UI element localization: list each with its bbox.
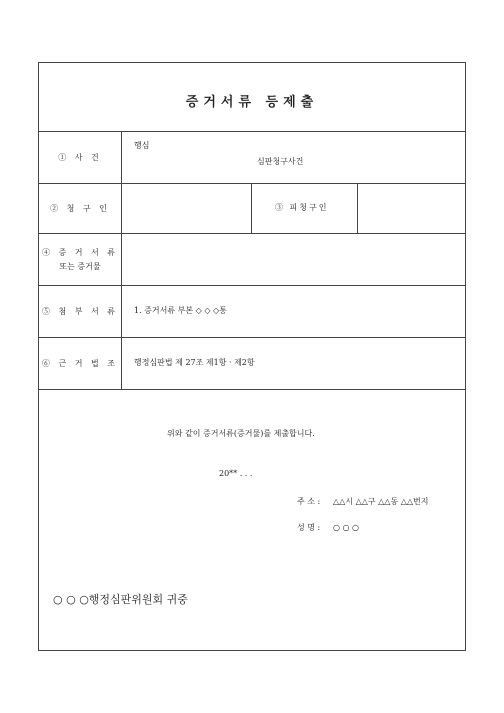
form-title: 증거서류 등제출	[185, 95, 319, 110]
respondent-label: ③ 피청구인	[275, 203, 329, 212]
case-label: ① 사 건	[58, 153, 102, 162]
divider	[39, 233, 465, 234]
case-prefix: 행심	[134, 141, 150, 150]
label-column-divider	[121, 131, 122, 389]
attachment-value: 1. 증거서류 부본 ◇ ◇ ◇통	[134, 306, 227, 315]
addressee: ○ ○ ○행정심판위원회 귀중	[53, 593, 188, 606]
name-value: ○ ○ ○	[333, 523, 360, 532]
respondent-divider	[357, 183, 358, 233]
address-label: 주 소 :	[297, 497, 321, 506]
statement-text: 위와 같이 증거서류(증거물)를 제출합니다.	[167, 429, 315, 438]
attachment-label: ⑤ 첨 부 서 류	[41, 307, 119, 316]
divider	[39, 183, 465, 184]
basis-label: ⑥ 근 거 법 조	[41, 359, 119, 368]
evidence-label-line1: ④ 증 거 서 류	[41, 248, 119, 257]
address-value: △△시 △△구 △△동 △△번지	[333, 497, 429, 506]
claimant-divider	[251, 183, 252, 233]
date-text: 20** . . .	[219, 469, 253, 478]
evidence-submission-form	[38, 62, 466, 651]
claimant-label: ② 청 구 인	[50, 204, 110, 213]
divider	[39, 285, 465, 286]
name-label: 성 명 :	[297, 523, 321, 532]
divider	[39, 131, 465, 132]
divider	[39, 389, 465, 390]
evidence-label-line2: 또는 증거물	[59, 262, 101, 271]
basis-value: 행정심판법 제 27조 제1항 · 제2항	[134, 358, 255, 367]
case-name: 심판청구사건	[257, 157, 304, 166]
divider	[39, 337, 465, 338]
